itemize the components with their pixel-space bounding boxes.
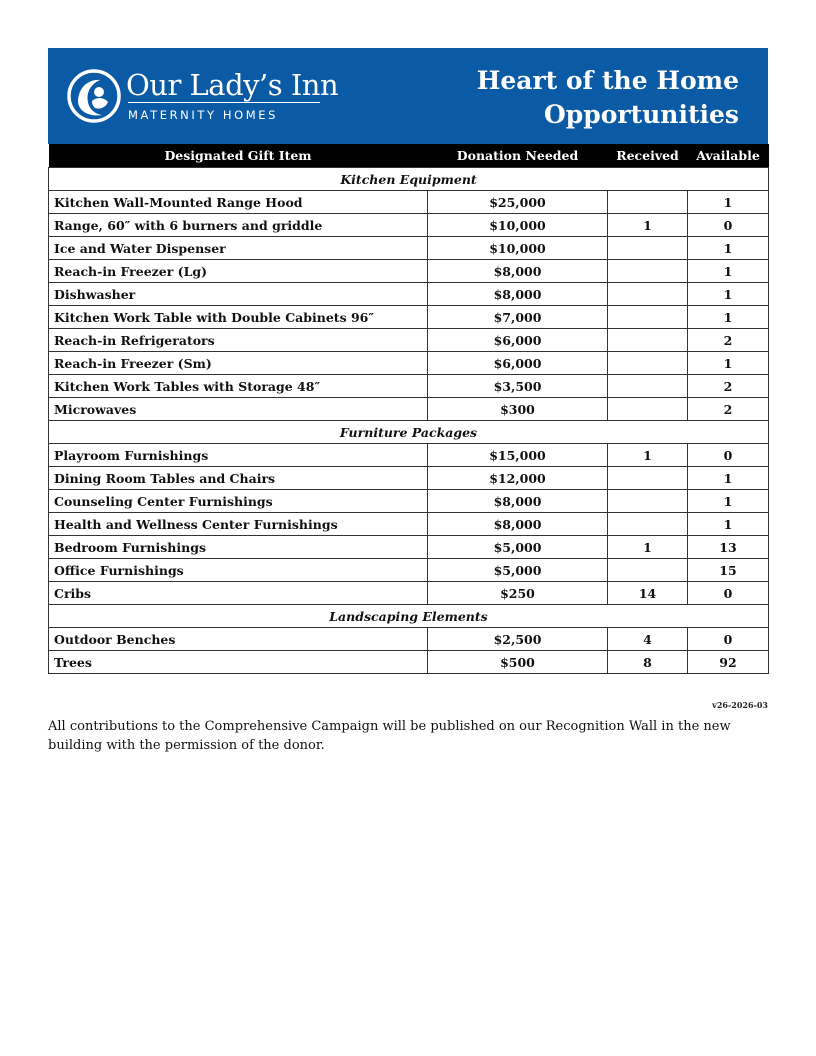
available-cell: 92 (688, 651, 769, 674)
title-line-1: Heart of the Home (476, 66, 739, 95)
available-cell: 0 (688, 214, 769, 237)
received-cell: 1 (608, 536, 688, 559)
table-row (49, 444, 769, 467)
column-header-received: Received (608, 144, 688, 168)
available-cell: 2 (688, 398, 769, 421)
item-cell: Range, 60″ with 6 burners and griddle (49, 214, 428, 237)
donation-cell: $2,500 (428, 628, 608, 651)
item-cell: Kitchen Wall-Mounted Range Hood (49, 191, 428, 214)
received-cell (608, 513, 688, 536)
received-cell (608, 306, 688, 329)
table-row (49, 398, 769, 421)
donation-cell: $25,000 (428, 191, 608, 214)
item-cell: Playroom Furnishings (49, 444, 428, 467)
item-cell: Kitchen Work Table with Double Cabinets 96″ (49, 306, 428, 329)
page-title (399, 64, 739, 132)
table-row (49, 559, 769, 582)
item-cell: Microwaves (49, 398, 428, 421)
available-cell: 1 (688, 191, 769, 214)
available-cell: 0 (688, 582, 769, 605)
table-row (49, 536, 769, 559)
donation-cell: $10,000 (428, 214, 608, 237)
donation-cell: $5,000 (428, 559, 608, 582)
brand-subtitle: MATERNITY HOMES (128, 108, 279, 122)
received-cell: 4 (608, 628, 688, 651)
table-row (49, 490, 769, 513)
received-cell (608, 490, 688, 513)
donation-cell: $8,000 (428, 283, 608, 306)
available-cell: 13 (688, 536, 769, 559)
table-row (49, 191, 769, 214)
received-cell (608, 398, 688, 421)
table-row (49, 467, 769, 490)
table-header-row (49, 144, 769, 168)
brand-rule (128, 102, 320, 103)
donation-cell: $10,000 (428, 237, 608, 260)
column-header-donation: Donation Needed (428, 144, 608, 168)
item-cell: Dining Room Tables and Chairs (49, 467, 428, 490)
table-row (49, 352, 769, 375)
donation-cell: $8,000 (428, 260, 608, 283)
available-cell: 2 (688, 375, 769, 398)
item-cell: Kitchen Work Tables with Storage 48″ (49, 375, 428, 398)
section-title: Landscaping Elements (49, 605, 769, 628)
item-cell: Outdoor Benches (49, 628, 428, 651)
donation-cell: $6,000 (428, 352, 608, 375)
donation-cell: $300 (428, 398, 608, 421)
table-row (49, 375, 769, 398)
version-code: v26-2026-03 (712, 700, 768, 710)
received-cell (608, 352, 688, 375)
item-cell: Dishwasher (49, 283, 428, 306)
item-cell: Trees (49, 651, 428, 674)
table-row (49, 214, 769, 237)
available-cell: 1 (688, 490, 769, 513)
item-cell: Health and Wellness Center Furnishings (49, 513, 428, 536)
header-banner (48, 48, 768, 144)
available-cell: 0 (688, 444, 769, 467)
available-cell: 1 (688, 237, 769, 260)
section-row-furniture (49, 421, 769, 444)
item-cell: Reach-in Freezer (Sm) (49, 352, 428, 375)
available-cell: 1 (688, 467, 769, 490)
section-row-kitchen (49, 168, 769, 191)
donation-cell: $5,000 (428, 536, 608, 559)
column-header-available: Available (688, 144, 769, 168)
received-cell (608, 329, 688, 352)
table-row (49, 260, 769, 283)
received-cell (608, 191, 688, 214)
title-line-2: Opportunities (543, 100, 739, 129)
received-cell (608, 467, 688, 490)
received-cell (608, 375, 688, 398)
column-header-item: Designated Gift Item (49, 144, 428, 168)
donation-cell: $8,000 (428, 490, 608, 513)
item-cell: Bedroom Furnishings (49, 536, 428, 559)
received-cell: 14 (608, 582, 688, 605)
table-row (49, 329, 769, 352)
received-cell: 1 (608, 444, 688, 467)
table-row (49, 283, 769, 306)
section-row-landscaping (49, 605, 769, 628)
table-row (49, 513, 769, 536)
received-cell (608, 237, 688, 260)
available-cell: 1 (688, 352, 769, 375)
table-row (49, 651, 769, 674)
received-cell (608, 283, 688, 306)
available-cell: 1 (688, 306, 769, 329)
table-row (49, 628, 769, 651)
logo (66, 68, 339, 128)
donation-cell: $12,000 (428, 467, 608, 490)
table-row (49, 582, 769, 605)
available-cell: 1 (688, 283, 769, 306)
section-title: Furniture Packages (49, 421, 769, 444)
donation-cell: $7,000 (428, 306, 608, 329)
available-cell: 1 (688, 513, 769, 536)
section-title: Kitchen Equipment (49, 168, 769, 191)
available-cell: 2 (688, 329, 769, 352)
donation-cell: $6,000 (428, 329, 608, 352)
donation-cell: $3,500 (428, 375, 608, 398)
received-cell: 8 (608, 651, 688, 674)
gift-table (48, 144, 769, 674)
item-cell: Reach-in Refrigerators (49, 329, 428, 352)
received-cell (608, 559, 688, 582)
item-cell: Counseling Center Furnishings (49, 490, 428, 513)
item-cell: Reach-in Freezer (Lg) (49, 260, 428, 283)
available-cell: 0 (688, 628, 769, 651)
table-row (49, 237, 769, 260)
item-cell: Cribs (49, 582, 428, 605)
item-cell: Ice and Water Dispenser (49, 237, 428, 260)
donation-cell: $250 (428, 582, 608, 605)
mother-and-child-icon (66, 68, 122, 124)
brand-name: Our Lady’s Inn (126, 68, 339, 102)
received-cell (608, 260, 688, 283)
item-cell: Office Furnishings (49, 559, 428, 582)
received-cell: 1 (608, 214, 688, 237)
available-cell: 15 (688, 559, 769, 582)
donation-cell: $8,000 (428, 513, 608, 536)
donation-cell: $500 (428, 651, 608, 674)
available-cell: 1 (688, 260, 769, 283)
donation-cell: $15,000 (428, 444, 608, 467)
footnote: All contributions to the Comprehensive Campaign will be published on our Recognition Wall in the new building with the permission of the donor. (48, 719, 731, 753)
table-row (49, 306, 769, 329)
